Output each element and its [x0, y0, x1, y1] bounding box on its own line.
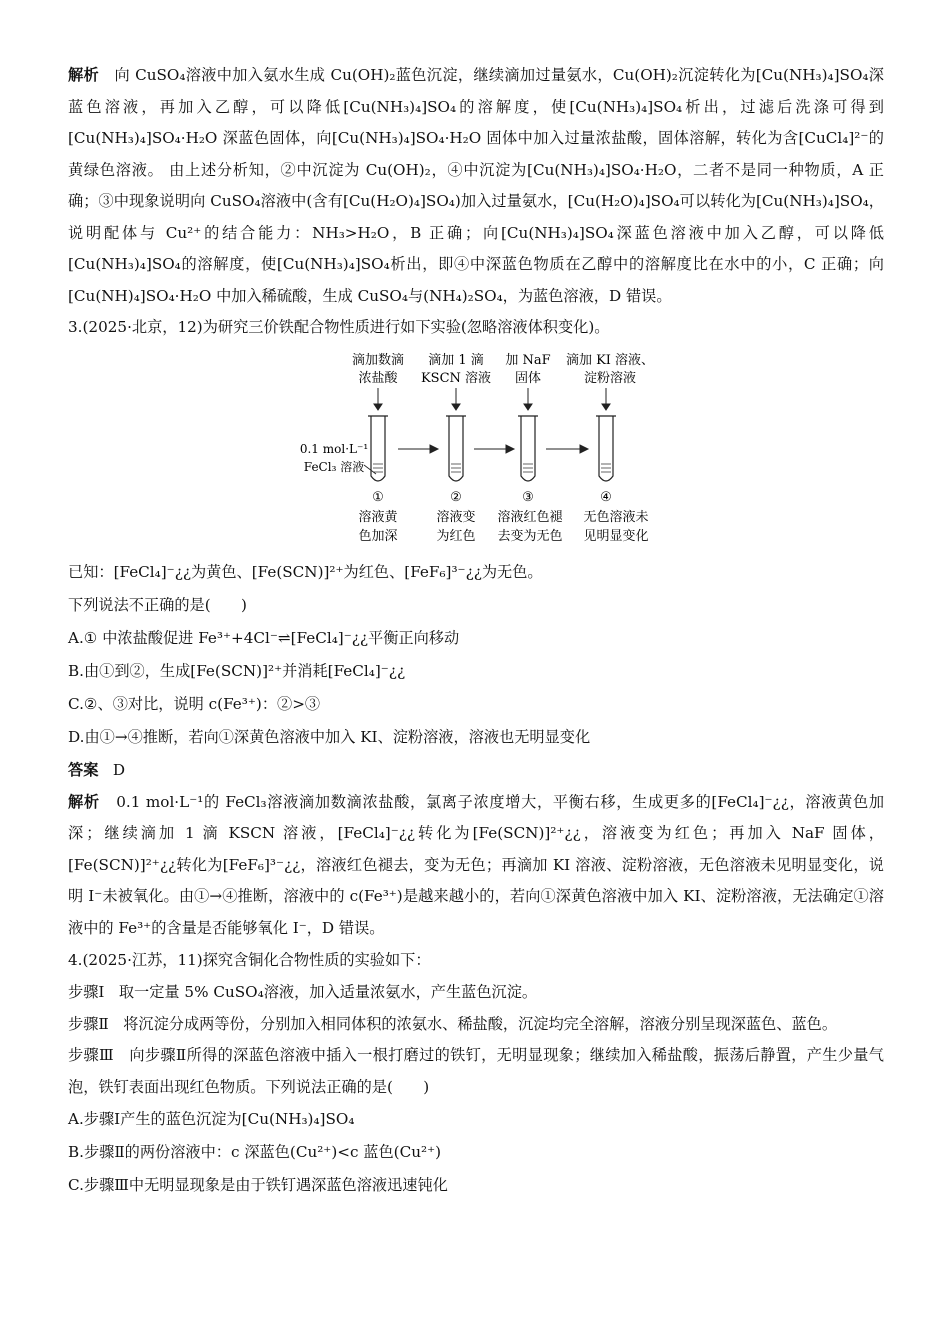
analysis-text-2: 0.1 mol·L⁻¹的 FeCl₃溶液滴加数滴浓盐酸，氯离子浓度增大，平衡右移，生成更多的[FeCl₄]⁻¿¿，溶液黄色加深；继续滴加 1 滴 KSCN 溶液，[FeCl₄]⁻¿¿转化为[Fe(SCN)]²⁺¿¿，溶液变为红色；再加入 NaF 固体，[Fe(SCN)]²⁺¿¿转化为[FeF₆]³⁻¿¿，溶液红色褪去，变为无色；再滴加 KI 溶液、淀粉溶液，无色溶液未见明显变化，说明 I⁻未被氧化。由①→④推断，溶液中的 c(Fe³⁺)是越来越小的，若向①深黄色溶液中加入 KI、淀粉溶液，无法确定①溶液中的 Fe³⁺的含量是否能够氧化 I⁻，D 错误。	[68, 792, 885, 937]
result-4-line-1: 无色溶液未	[583, 509, 649, 525]
step-2-text: 将沉淀分成两等份，分别加入相同体积的浓氨水、稀盐酸，沉淀均完全溶解，溶液分别呈现深蓝色、蓝色。	[123, 1014, 837, 1033]
test-tube-2	[446, 416, 466, 481]
tube-number-2: ②	[450, 489, 462, 505]
question-3-stem: 3.(2025·北京，12)为研究三价铁配合物性质进行如下实验(忽略溶液体积变化)。	[68, 318, 610, 336]
tube-number-3: ③	[522, 489, 534, 505]
step-3-text: 向步骤Ⅱ所得的深蓝色溶液中插入一根打磨过的铁钉，无明显现象；继续加入稀盐酸，振荡后静置，产生少量气泡，铁钉表面出现红色物质。下列说法正确的是( )	[68, 1046, 884, 1096]
option-3a: A.① 中浓盐酸促进 Fe³⁺+4Cl⁻⇌[FeCl₄]⁻¿¿平衡正向移动	[68, 628, 460, 647]
document-page	[68, 60, 884, 1202]
right-arrows	[398, 445, 588, 453]
test-tube-4	[596, 416, 616, 481]
step-1-label: 步骤Ⅰ	[68, 983, 105, 1001]
initial-solution: FeCl₃ 溶液	[303, 459, 365, 474]
experiment-diagram	[68, 346, 884, 552]
analysis-label-2: 解析	[68, 792, 100, 811]
question-4-stem: 4.(2025·江苏，11)探究含铜化合物性质的实验如下：	[68, 951, 431, 969]
option-4c: C.步骤Ⅲ中无明显现象是由于铁钉遇深蓝色溶液迅速钝化	[68, 1176, 448, 1194]
result-3-line-1: 溶液红色褪	[497, 509, 563, 525]
step-1-text: 取一定量 5% CuSO₄溶液，加入适量浓氨水，产生蓝色沉淀。	[118, 983, 538, 1001]
step-3	[68, 1040, 884, 1103]
option-3b: B.由①到②，生成[Fe(SCN)]²⁺并消耗[FeCl₄]⁻¿¿	[68, 661, 406, 680]
initial-concentration: 0.1 mol·L⁻¹	[299, 441, 369, 456]
step-2-label: 步骤Ⅱ	[68, 1014, 109, 1033]
down-arrows	[374, 388, 610, 410]
tube-number-1: ①	[372, 489, 384, 505]
reagent-2-line-1: 滴加 1 滴	[428, 352, 484, 368]
option-3c: C.②、③对比，说明 c(Fe³⁺)：②>③	[68, 694, 321, 713]
experiment-figure	[68, 346, 884, 552]
analysis-label: 解析	[68, 66, 100, 84]
reagent-4-line-2: 淀粉溶液	[583, 370, 637, 386]
option-4a: A.步骤Ⅰ产生的蓝色沉淀为[Cu(NH₃)₄]SO₄	[68, 1110, 355, 1128]
result-2-line-2: 为红色	[436, 528, 476, 544]
test-tube-1	[368, 416, 388, 481]
reagent-2-line-2: KSCN 溶液	[420, 370, 492, 386]
reagent-3-line-1: 加 NaF	[505, 352, 551, 368]
result-1-line-1: 溶液黄	[358, 509, 398, 525]
step-1	[68, 977, 884, 1009]
analysis-text: 向 CuSO₄溶液中加入氨水生成 Cu(OH)₂蓝色沉淀，继续滴加过量氨水，Cu(OH)₂沉淀转化为[Cu(NH₃)₄]SO₄深蓝色溶液，再加入乙醇，可以降低[Cu(NH₃)₄]SO₄的溶解度，使[Cu(NH₃)₄]SO₄析出，过滤后洗涤可得到[Cu(NH₃)₄]SO₄·H₂O 深蓝色固体，向[Cu(NH₃)₄]SO₄·H₂O 固体中加入过量浓盐酸，固体溶解，转化为含[CuCl₄]²⁻的黄绿色溶液。 由上述分析知，②中沉淀为 Cu(OH)₂，④中沉淀为[Cu(NH₃)₄]SO₄·H₂O，二者不是同一种物质，A 正确；③中现象说明向 CuSO₄溶液中(含有[Cu(H₂O)₄]SO₄)加入过量氨水，[Cu(H₂O)₄]SO₄可以转化为[Cu(NH₃)₄]SO₄，说明配体与 Cu²⁺的结合能力：NH₃>H₂O，B 正确；向[Cu(NH₃)₄]SO₄深蓝色溶液中加入乙醇，可以降低[Cu(NH₃)₄]SO₄的溶解度，使[Cu(NH₃)₄]SO₄析出，即④中深蓝色物质在乙醇中的溶解度比在水中的小，C 正确；向[Cu(NH)₄]SO₄·H₂O 中加入稀硫酸，生成 CuSO₄与(NH₄)₂SO₄，为蓝色溶液，D 错误。	[68, 66, 884, 305]
analysis-paragraph-1	[68, 60, 884, 312]
question-3-prompt: 下列说法不正确的是( )	[68, 595, 247, 614]
reagent-4-line-1: 滴加 KI 溶液、	[565, 352, 655, 368]
test-tube-3	[518, 416, 538, 481]
reagent-1-line-1: 滴加数滴	[351, 352, 405, 368]
result-3-line-2: 去变为无色	[497, 528, 563, 544]
step-2	[68, 1009, 884, 1041]
result-1-line-2: 色加深	[358, 528, 398, 544]
tube-number-4: ④	[600, 489, 612, 505]
answer-value: D	[112, 760, 126, 779]
analysis-paragraph-2	[68, 787, 884, 945]
answer-label: 答案	[68, 760, 99, 779]
step-3-label: 步骤Ⅲ	[68, 1046, 114, 1064]
answer-line	[68, 754, 884, 787]
option-3d: D.由①→④推断，若向①深黄色溶液中加入 KI、淀粉溶液，溶液也无明显变化	[68, 727, 591, 746]
result-2-line-1: 溶液变	[436, 509, 476, 525]
known-info: 已知：[FeCl₄]⁻¿¿为黄色、[Fe(SCN)]²⁺为红色、[FeF₆]³⁻¿¿为无色。	[68, 562, 543, 581]
option-4b: B.步骤Ⅱ的两份溶液中：c 深蓝色(Cu²⁺)<c 蓝色(Cu²⁺)	[68, 1143, 442, 1161]
result-4-line-2: 见明显变化	[583, 528, 649, 544]
reagent-3-line-2: 固体	[514, 370, 542, 386]
reagent-1-line-2: 浓盐酸	[358, 370, 398, 386]
